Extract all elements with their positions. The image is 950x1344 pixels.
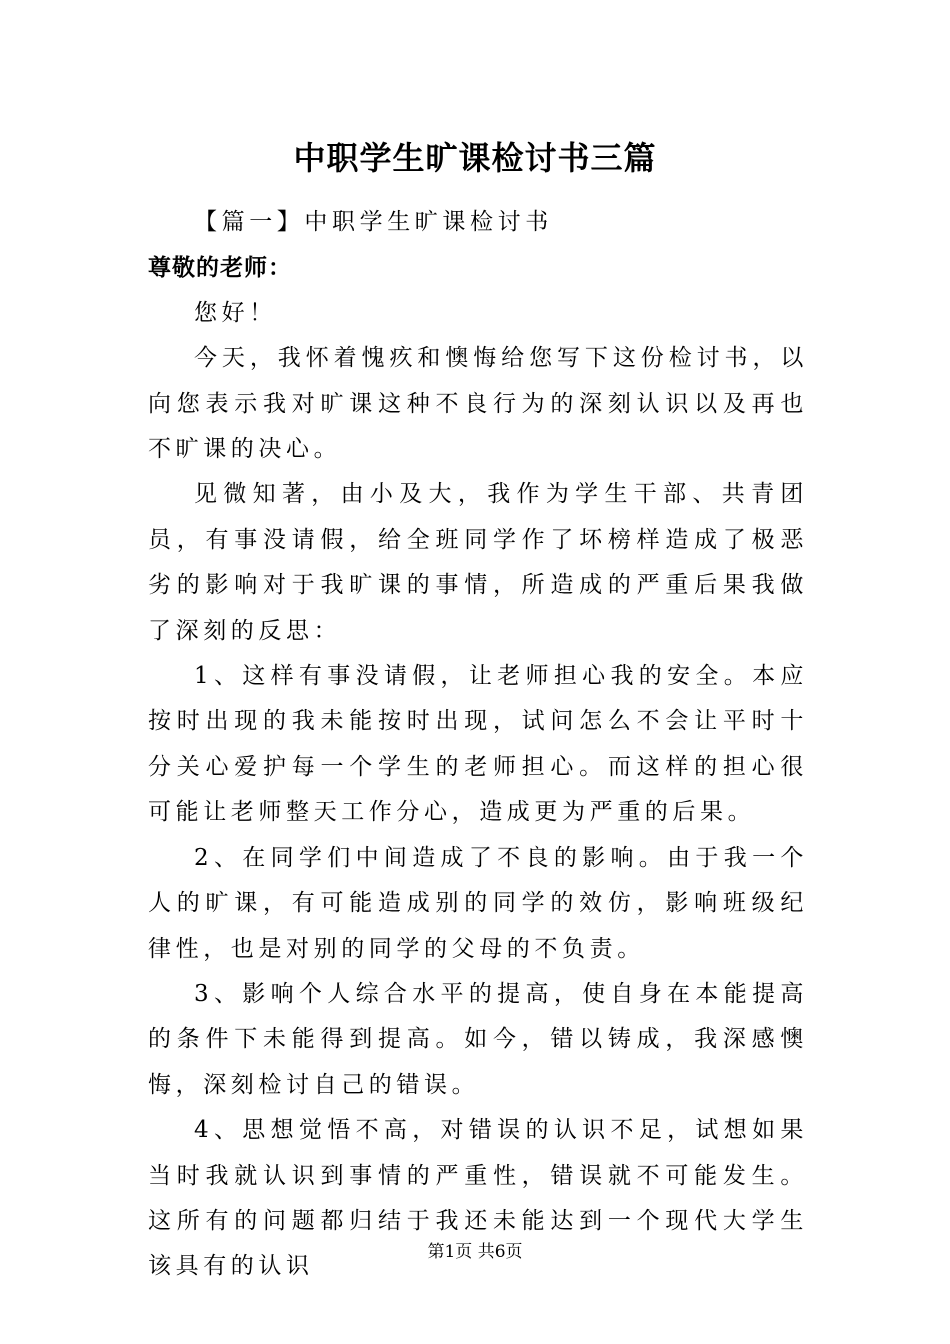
section-heading: 【篇一】中职学生旷课检讨书 [194, 209, 553, 235]
document-body [148, 200, 808, 1290]
paragraph-point-4: 4、思想觉悟不高，对错误的认识不足，试想如果当时我就认识到事情的严重性，错误就不可能发生。这所有的问题都归结于我还未能达到一个现代大学生该具有的认识 [148, 1117, 808, 1280]
paragraph-reflection: 见微知著，由小及大，我作为学生干部、共青团员，有事没请假，给全班同学作了坏榜样造成了极恶劣的影响对于我旷课的事情，所造成的严重后果我做了深刻的反思： [148, 481, 808, 644]
paragraph-point-2: 2、在同学们中间造成了不良的影响。由于我一个人的旷课，有可能造成别的同学的效仿，影响班级纪律性，也是对别的同学的父母的不负责。 [148, 844, 808, 962]
page-footer: 第1页 共6页 [427, 1242, 523, 1262]
paragraph-intro: 今天，我怀着愧疚和懊悔给您写下这份检讨书，以向您表示我对旷课这种不良行为的深刻认识以及再也不旷课的决心。 [148, 345, 808, 463]
document-title: 中职学生旷课检讨书三篇 [293, 139, 657, 177]
paragraph-point-1: 1、这样有事没请假，让老师担心我的安全。本应按时出现的我未能按时出现，试问怎么不会让平时十分关心爱护每一个学生的老师担心。而这样的担心很可能让老师整天工作分心，造成更为严重的后果。 [148, 663, 808, 826]
salutation: 尊敬的老师： [148, 254, 292, 282]
paragraph-greeting: 您好！ [194, 299, 277, 326]
paragraph-point-3: 3、影响个人综合水平的提高，使自身在本能提高的条件下未能得到提高。如今，错以铸成，我深感懊悔，深刻检讨自己的错误。 [148, 980, 808, 1098]
